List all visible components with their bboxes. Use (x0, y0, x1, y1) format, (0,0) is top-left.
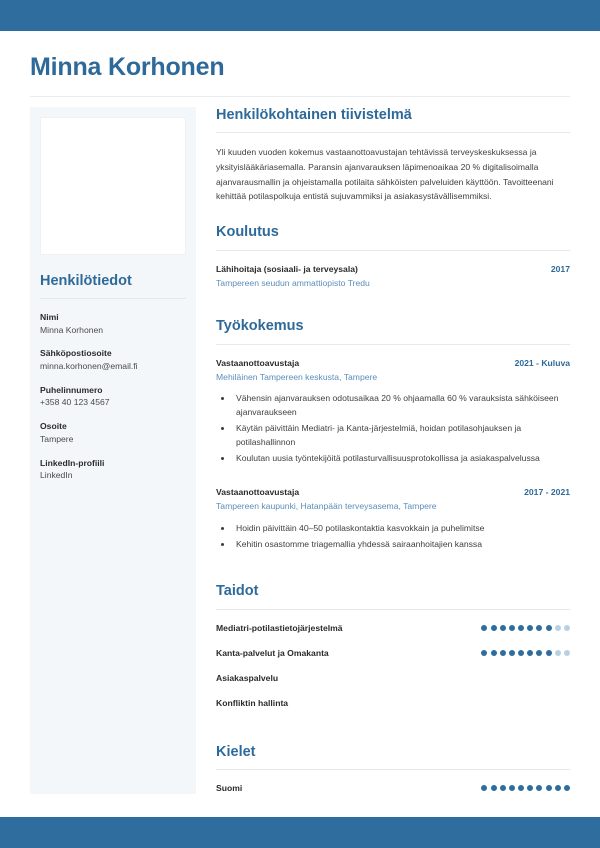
rating-dot-empty (564, 625, 570, 631)
summary-text: Yli kuuden vuoden kokemus vastaanottoavustajan tehtävissä terveyskeskuksessa ja yksityislääkäriasemalla. Paransin ajanvarauksen läpimenoaikaa 20 % digitalisoimalla ajanvarausmallin ja ohjeistamalla potilaita sähköisten palveluiden käyttöön. Tavoitteenani kehittää potilaspolkuja entistä sujuvammiksi ja asiakasystävällisemmiksi. (216, 147, 554, 202)
section-summary (216, 107, 570, 205)
rating-dot-filled (481, 785, 487, 791)
rating-dot-filled (546, 650, 552, 656)
entry-date: 2021 - Kuluva (514, 357, 570, 368)
name-divider (30, 96, 570, 97)
contact-value: minna.korhonen@email.fi (40, 360, 138, 371)
photo-placeholder (40, 117, 186, 255)
rating-dot-filled (518, 625, 524, 631)
section-divider (216, 132, 570, 133)
skill-rating-dots (481, 625, 570, 631)
section-divider (216, 344, 570, 345)
section-title-experience: Työkokemus (216, 318, 304, 335)
entry-title: Vastaanottoavustaja (216, 486, 300, 497)
section-experience (216, 318, 570, 581)
section-education (216, 224, 570, 316)
bullet-item: • Koulutan uusia työntekijöitä potilasturvallisuusprotokollissa ja asiakaspalvelussa (233, 452, 570, 466)
entry-date: 2017 - 2021 (524, 486, 570, 497)
section-skills (216, 583, 570, 741)
rating-dot-filled (546, 625, 552, 631)
rating-dot-filled (527, 650, 533, 656)
entry-bullet-list (216, 522, 570, 552)
rating-dot-empty (564, 650, 570, 656)
sidebar-section-title-personal-details: Henkilötiedot (40, 272, 132, 289)
contact-item-name (40, 311, 186, 336)
page-title: Minna Korhonen (30, 53, 225, 81)
rating-dot-filled (509, 625, 515, 631)
contact-label: Puhelinnumero (40, 384, 103, 395)
spacer (216, 296, 570, 316)
contact-item-linkedin (40, 457, 186, 482)
spacer (216, 722, 570, 742)
contact-item-email (40, 347, 186, 372)
sidebar (30, 107, 196, 794)
section-title-summary: Henkilökohtainen tiivistelmä (216, 106, 412, 123)
skill-label: Mediatri-potilastietojärjestelmä (216, 622, 343, 633)
entry-header (216, 486, 570, 499)
contact-value: Tampere (40, 433, 74, 444)
rating-dot-empty (555, 650, 561, 656)
entry-title: Vastaanottoavustaja (216, 357, 300, 368)
section-languages (216, 744, 570, 794)
rating-dot-filled (500, 785, 506, 791)
spacer (216, 472, 570, 486)
rating-dot-filled (509, 785, 515, 791)
rating-dot-filled (509, 650, 515, 656)
experience-entry (216, 486, 570, 551)
rating-dot-filled (481, 625, 487, 631)
contact-item-phone (40, 384, 186, 409)
rating-dot-filled (491, 625, 497, 631)
section-title-skills: Taidot (216, 583, 259, 600)
skill-label: Asiakaspalvelu (216, 672, 279, 683)
rating-dot-filled (500, 650, 506, 656)
bullet-item: • Kehitin osastomme triagemallia yhdessä sairaanhoitajien kanssa (233, 538, 570, 552)
section-title-languages: Kielet (216, 743, 256, 760)
bullet-item: • Käytän päivittäin Mediatri- ja Kanta-järjestelmiä, hoidan potilasohjauksen ja potilashallinnon (233, 422, 570, 450)
entry-date: 2017 (550, 263, 570, 274)
entry-organization: Mehiläinen Tampereen keskusta, Tampere (216, 371, 378, 382)
rating-dot-filled (546, 785, 552, 791)
rating-dot-filled (518, 785, 524, 791)
main-column (196, 107, 570, 807)
entry-bullet-list (216, 392, 570, 466)
sidebar-title-divider (40, 298, 186, 299)
bullet-item: • Vähensin ajanvarauksen odotusaikaa 20 % ohjaamalla 60 % varauksista sähköiseen ajanvaraukseen (233, 392, 570, 420)
contact-label: Osoite (40, 421, 67, 432)
contact-label: LinkedIn-profiili (40, 457, 105, 468)
contact-value: +358 40 123 4567 (40, 397, 110, 408)
top-accent-bar (0, 0, 600, 31)
spacer (216, 557, 570, 581)
rating-dot-filled (536, 650, 542, 656)
bullet-item: • Hoidin päivittäin 40–50 potilaskontaktia kasvokkain ja puhelimitse (233, 522, 570, 536)
rating-dot-filled (481, 650, 487, 656)
rating-dot-filled (536, 785, 542, 791)
entry-header (216, 357, 570, 370)
entry-organization: Tampereen seudun ammattiopisto Tredu (216, 277, 370, 288)
rating-dot-filled (527, 785, 533, 791)
section-divider (216, 250, 570, 251)
skill-row (216, 647, 570, 659)
rating-dot-filled (491, 785, 497, 791)
skill-row (216, 622, 570, 634)
rating-dot-filled (500, 625, 506, 631)
contact-value: Minna Korhonen (40, 324, 104, 335)
rating-dot-filled (536, 625, 542, 631)
entry-title: Lähihoitaja (sosiaali- ja terveysala) (216, 263, 358, 274)
rating-dot-filled (491, 650, 497, 656)
contact-item-address (40, 420, 186, 445)
contact-label: Nimi (40, 312, 59, 323)
section-divider (216, 609, 570, 610)
skill-row (216, 697, 570, 709)
experience-entry (216, 357, 570, 466)
name-block (30, 31, 570, 107)
rating-dot-filled (555, 785, 561, 791)
contact-label: Sähköpostiosoite (40, 348, 112, 359)
rating-dot-filled (518, 650, 524, 656)
skill-label: Kanta-palvelut ja Omakanta (216, 647, 329, 658)
skill-rating-dots (481, 650, 570, 656)
rating-dot-filled (564, 785, 570, 791)
bottom-accent-bar (0, 817, 600, 848)
rating-dot-filled (527, 625, 533, 631)
rating-dot-empty (555, 625, 561, 631)
education-entry (216, 263, 570, 291)
language-label: Suomi (216, 783, 243, 794)
section-title-education: Koulutus (216, 224, 279, 241)
entry-header (216, 263, 570, 276)
entry-organization: Tampereen kaupunki, Hatanpään terveysasema, Tampere (216, 500, 437, 511)
section-divider (216, 769, 570, 770)
skill-label: Konfliktin hallinta (216, 697, 289, 708)
skill-row (216, 672, 570, 684)
language-row (216, 782, 570, 794)
resume-content (0, 31, 600, 817)
contact-value: LinkedIn (40, 469, 73, 480)
language-rating-dots (481, 785, 570, 791)
two-column-layout (30, 107, 570, 807)
